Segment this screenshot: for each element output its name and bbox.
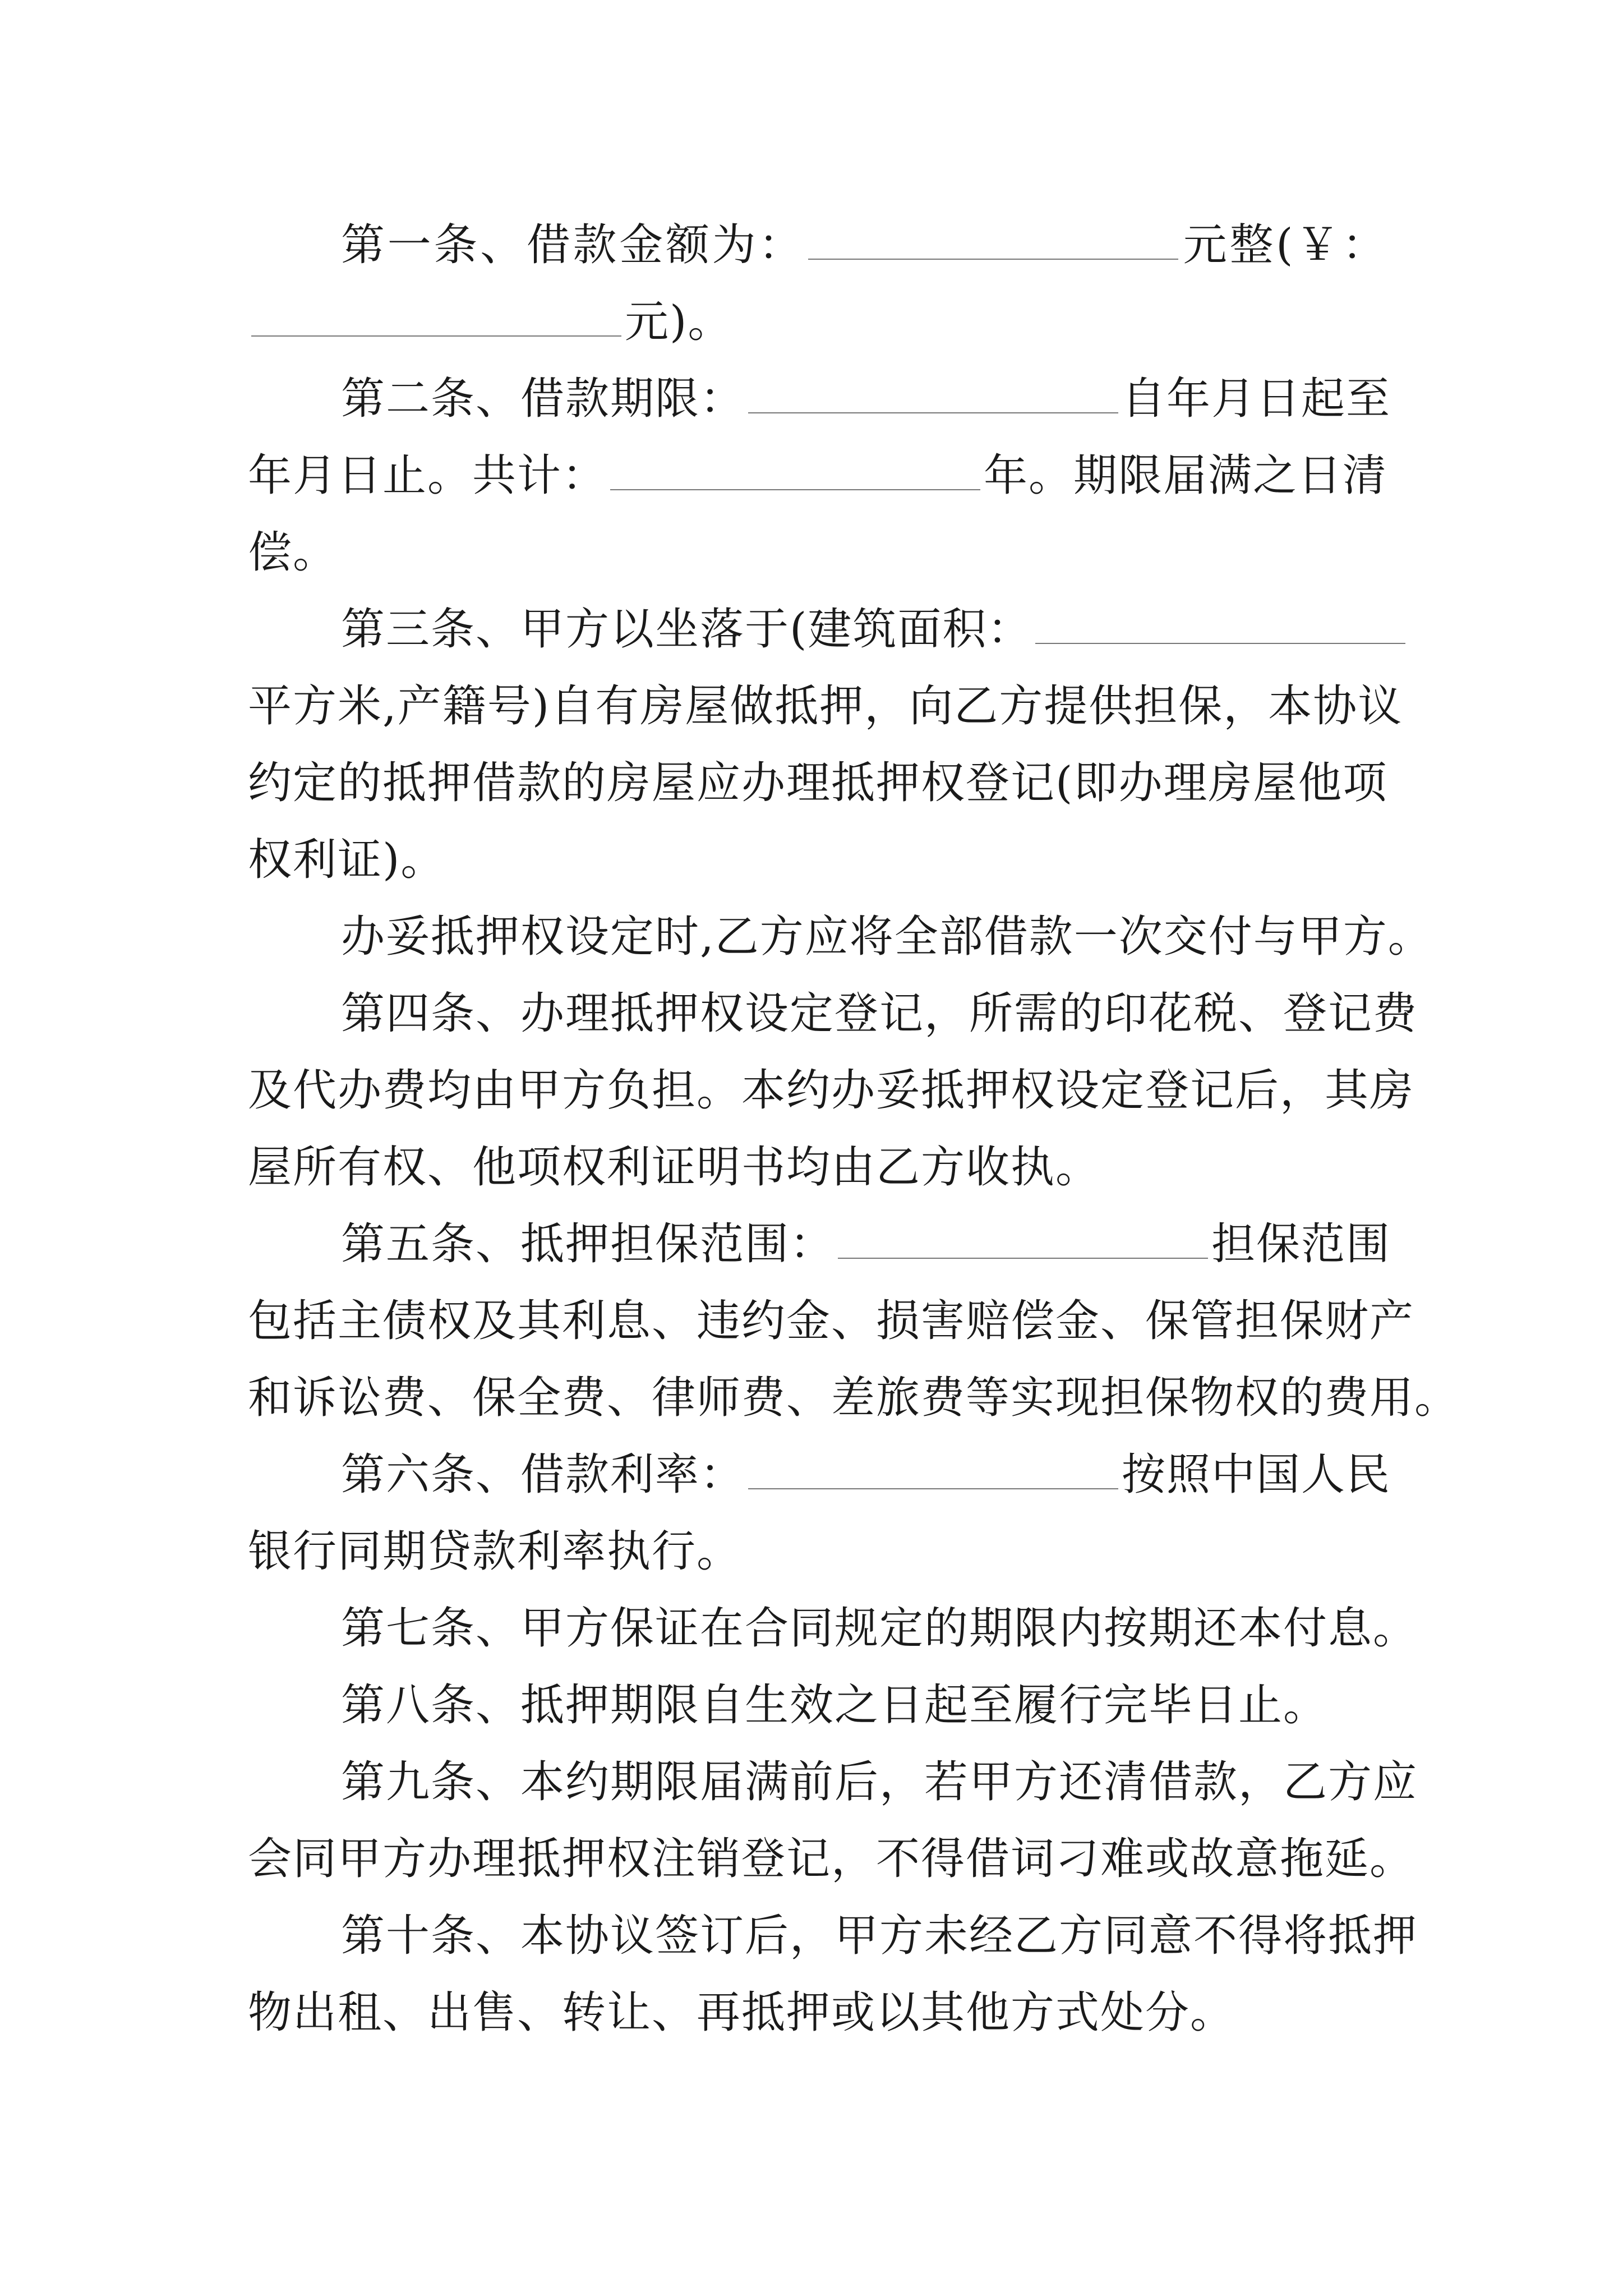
text-line	[248, 976, 1418, 1052]
fill-in-blank	[748, 379, 1118, 413]
text-segment: 屋所有权、他项权利证明书均由乙方收执。	[248, 1142, 1101, 1193]
text-segment: 办妥抵押权设定时,乙方应将全部借款一次交付与甲方。	[341, 912, 1433, 962]
fill-in-blank	[838, 1224, 1208, 1259]
text-line	[248, 1283, 1415, 1360]
text-line	[248, 1129, 1387, 1206]
text-segment: 年月日止。共计：	[248, 450, 607, 501]
text-segment: 第八条、抵押期限自生效之日起至履行完毕日止。	[341, 1680, 1329, 1731]
text-segment: 权利证)。	[248, 835, 446, 885]
text-segment: 自年月日起至	[1122, 374, 1391, 424]
text-line	[248, 1360, 1460, 1437]
text-segment: 和诉讼费、保全费、律师费、差旅费等实现担保物权的费用。	[248, 1373, 1460, 1423]
text-segment: 第七条、甲方保证在合同规定的期限内按期还本付息。	[341, 1603, 1418, 1654]
text-line	[248, 1206, 1391, 1283]
fill-in-blank	[251, 302, 621, 337]
fill-in-blank	[748, 1455, 1118, 1489]
text-line	[248, 284, 1387, 361]
fill-in-blank	[1035, 609, 1405, 644]
text-line	[248, 1667, 1387, 1744]
text-line	[248, 1437, 1391, 1513]
text-segment: 银行同期贷款利率执行。	[248, 1526, 742, 1577]
text-segment: 第二条、借款期限：	[341, 374, 745, 424]
text-segment: 约定的抵押借款的房屋应办理抵押权登记(即办理房屋他项	[248, 758, 1388, 808]
text-line	[248, 1744, 1418, 1821]
text-segment: 及代办费均由甲方负担。本约办妥抵押权设定登记后，其房	[248, 1065, 1415, 1116]
text-line	[248, 1052, 1415, 1129]
text-segment: 担保范围	[1211, 1219, 1391, 1269]
fill-in-blank	[808, 225, 1178, 260]
text-segment: 包括主债权及其利息、违约金、损害赔偿金、保管担保财产	[248, 1296, 1415, 1346]
text-line	[248, 899, 1433, 976]
text-line	[248, 668, 1403, 745]
text-segment: 年。期限届满之日清	[984, 450, 1388, 501]
text-line	[248, 1975, 1387, 2051]
text-line	[248, 514, 1387, 591]
text-segment: 物出租、出售、转让、再抵押或以其他方式处分。	[248, 1987, 1235, 2038]
text-line	[248, 1821, 1415, 1898]
text-segment: 平方米,产籍号)自有房屋做抵押，向乙方提供担保，本协议	[248, 681, 1403, 731]
text-line	[248, 591, 1387, 668]
text-line	[248, 822, 1387, 899]
text-line	[248, 207, 1387, 284]
text-segment: 第十条、本协议签订后，甲方未经乙方同意不得将抵押	[341, 1911, 1418, 1961]
text-segment: 按照中国人民	[1122, 1450, 1391, 1500]
text-segment: 第一条、借款金额为：	[341, 220, 805, 270]
fill-in-blank	[610, 455, 980, 490]
text-segment: 元整(￥：	[1182, 220, 1387, 270]
text-line	[248, 745, 1387, 822]
text-line	[248, 1590, 1418, 1667]
text-segment: 第九条、本约期限届满前后，若甲方还清借款，乙方应	[341, 1757, 1418, 1807]
text-line	[248, 1898, 1418, 1975]
text-line	[248, 1513, 1387, 1590]
text-line	[248, 438, 1387, 514]
text-segment: 第六条、借款利率：	[341, 1450, 745, 1500]
text-segment: 会同甲方办理抵押权注销登记，不得借词刁难或故意拖延。	[248, 1834, 1415, 1884]
text-segment: 偿。	[248, 527, 338, 578]
text-segment: 元)。	[625, 297, 733, 347]
text-segment: 第四条、办理抵押权设定登记，所需的印花税、登记费	[341, 988, 1418, 1039]
text-segment: 第三条、甲方以坐落于(建筑面积：	[341, 604, 1032, 655]
text-line	[248, 361, 1391, 438]
text-segment: 第五条、抵押担保范围：	[341, 1219, 835, 1269]
